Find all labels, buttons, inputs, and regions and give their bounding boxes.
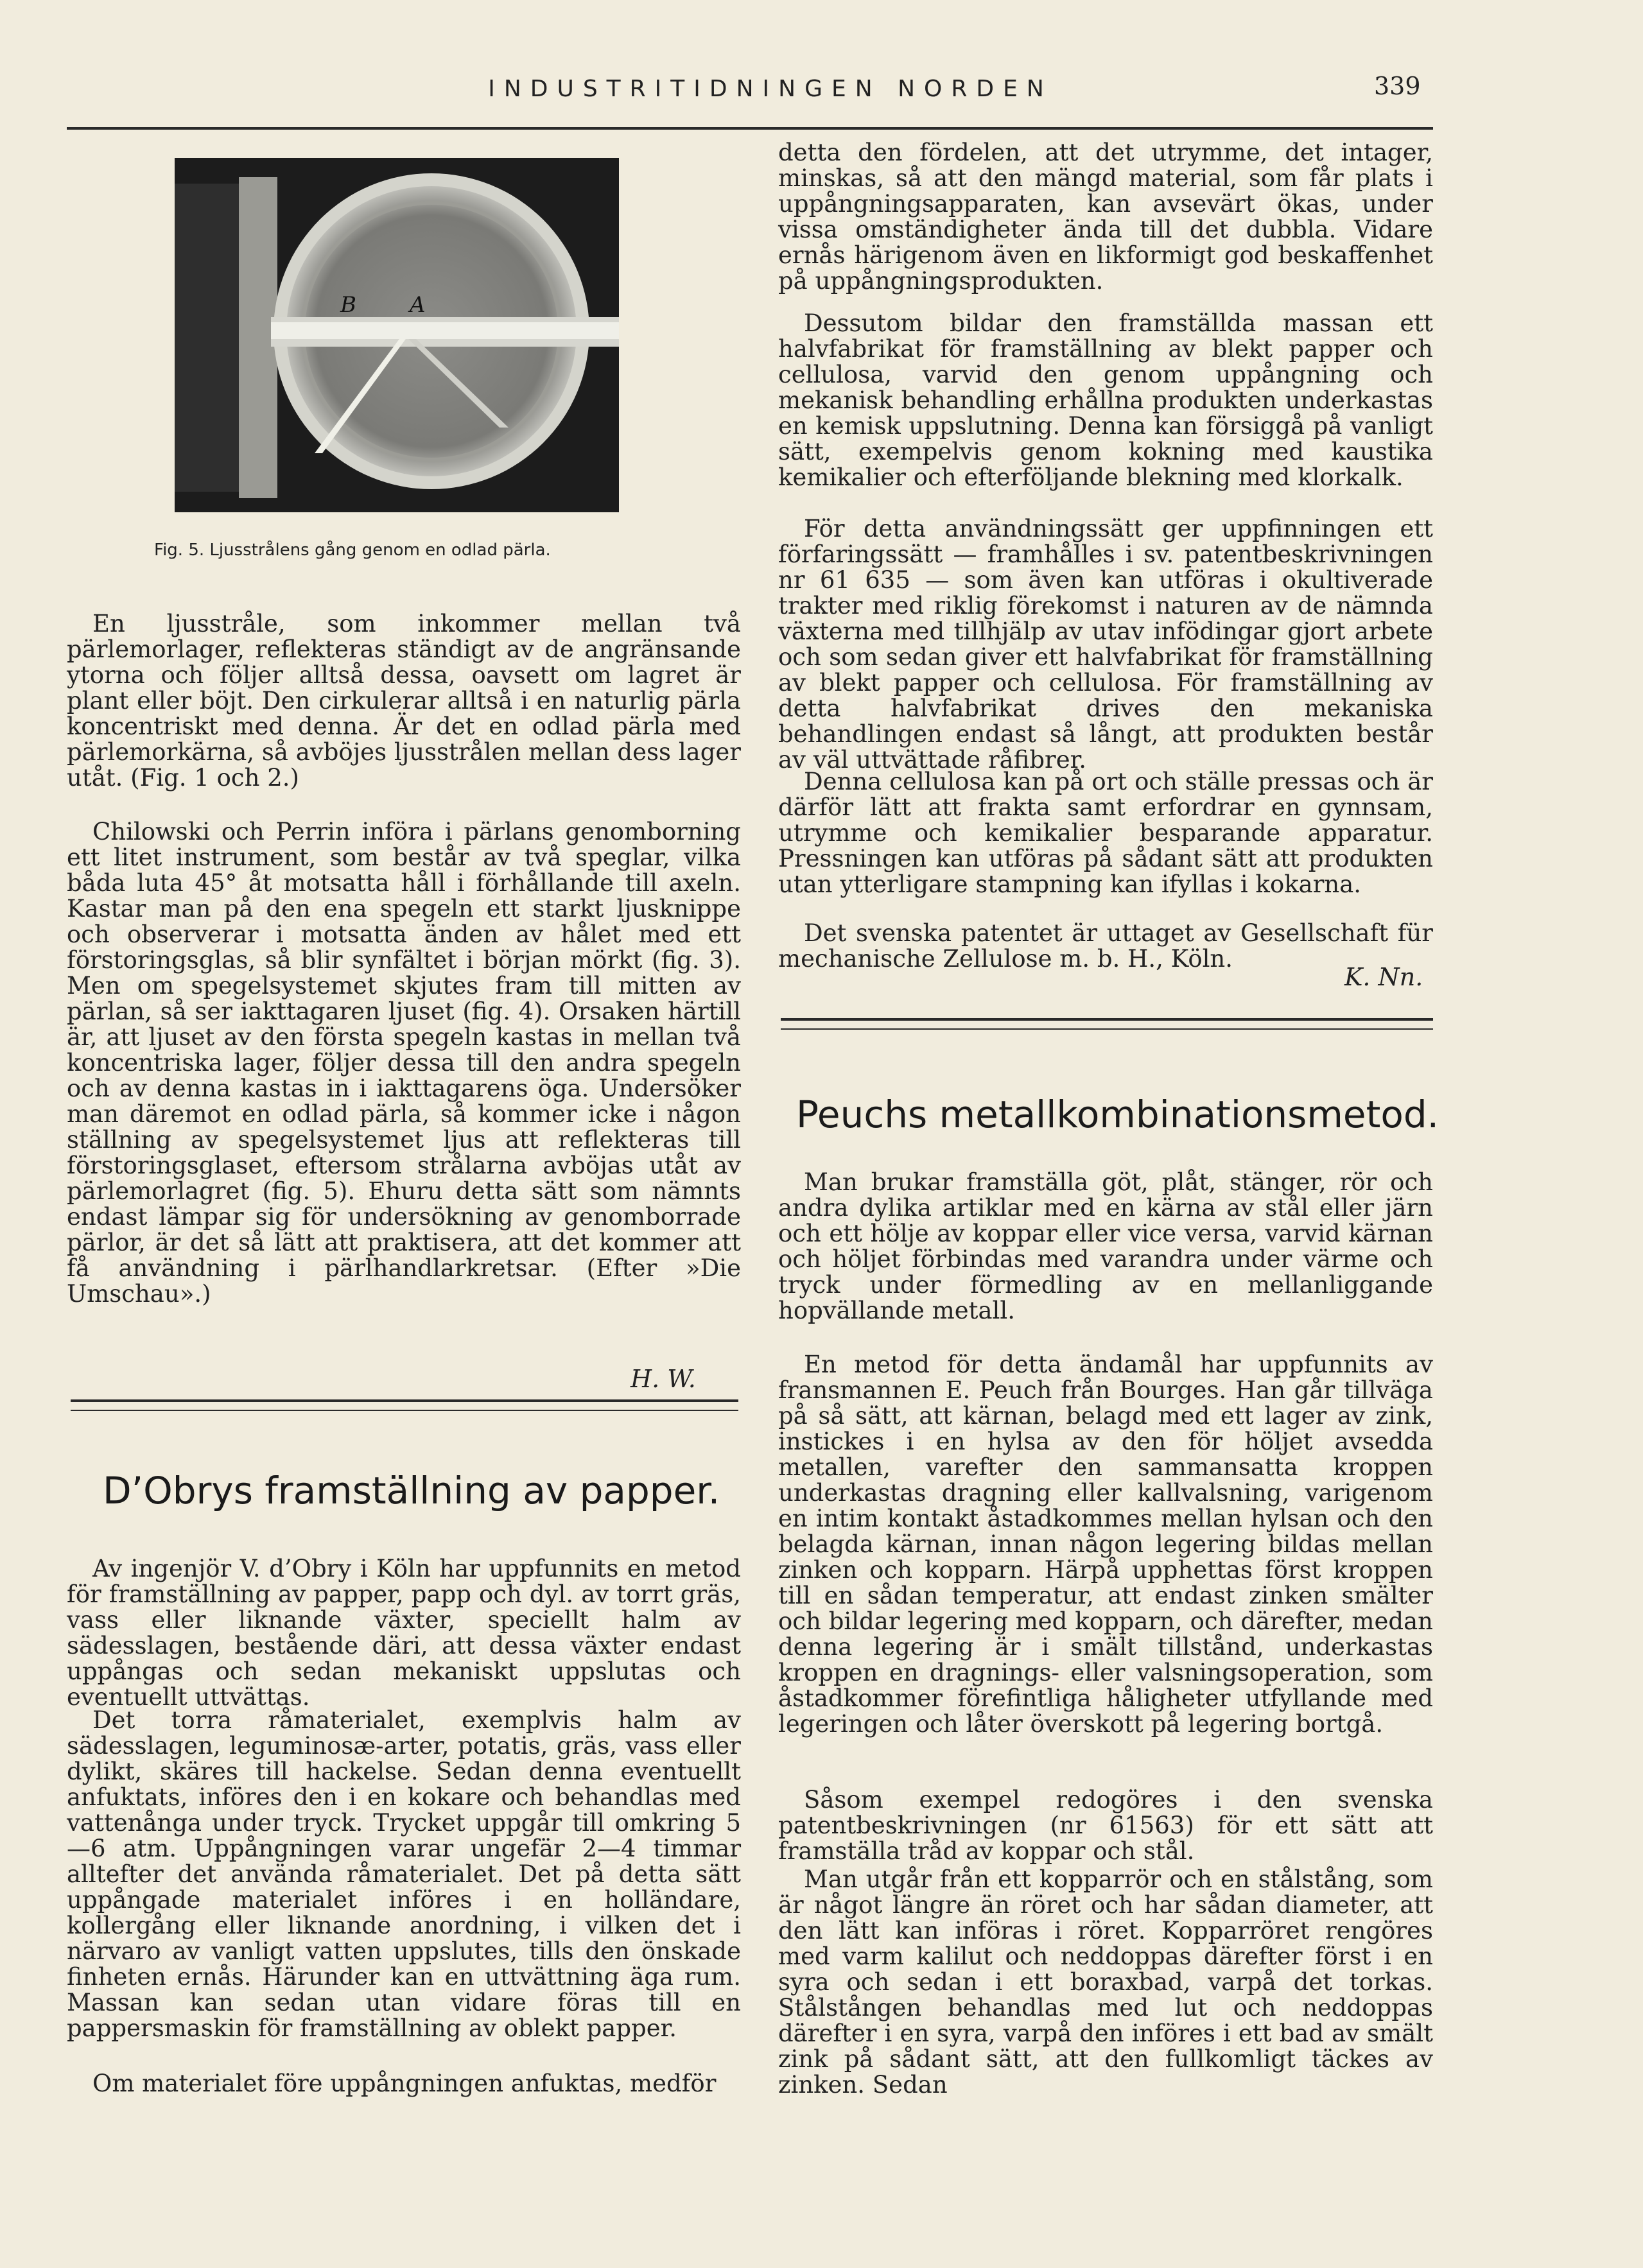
paper-continued-4: Denna cellulosa kan på ort och ställe pressas och är därför lätt att frakta samt erfordrar en gynnsam, utrymme och kemikalier besparande apparatur. Pressningen kan utföras på sådant sätt att produkten utan ytterligare stampning kan ifyllas i kokarna.	[778, 768, 1433, 898]
figure-pearl-photo	[175, 158, 619, 512]
header-rule	[67, 127, 1433, 130]
figure-caption: Fig. 5. Ljusstrålens gång genom en odlad pärla.	[154, 541, 551, 560]
paper-paragraph-1: Av ingenjör V. d’Obry i Köln har uppfunnits en metod för framställning av papper, papp och dyl. av torrt gräs, vass eller liknande växter, speciellt halm av sädesslagen, bestående däri, att dessa växter endast uppångas och sedan mekaniskt uppslutas och eventuellt uttvättas.	[67, 1555, 741, 1711]
article-title-dobry: D’Obrys framställning av papper.	[103, 1469, 720, 1512]
figure-label-a: A	[410, 292, 426, 318]
peuch-paragraph-2: En metod för detta ändamål har uppfunnits av fransmannen E. Peuch från Bourges. Han går tillväga på så sätt, att kärnan, belagd med ett lager av zink, instickes i en hylsa av den för höljet avsedda metallen, varefter den sammansatta kroppen underkastas dragning eller kallvalsning, varigenom en intim kontakt åstadkommes mellan hylsan och den belagda kärnan, innan någon legering bildas mellan zinken och kopparn. Härpå upphettas först kroppen till en sådan temperatur, att endast zinken smälter och bildar legering med kopparn, och därefter, medan denna legering är i smält tillstånd, underkastas kroppen en dragnings- eller valsningsoperation, som åstadkommer förefintliga håligheter utfyllande med legeringen och låter överskott på legering bortgå.	[778, 1351, 1433, 1738]
pearl-signature: H. W.	[630, 1365, 696, 1393]
paper-continued-2: Dessutom bildar den framställda massan ett halvfabrikat för framställning av blekt papper och cellulosa, varvid den genom uppångning och mekanisk behandling erhållna produkten underkastas en kemisk uppslutning. Denna kan försiggå på vanligt sätt, exempelvis genom kokning med kaustika kemikalier och efterföljande blekning med klorkalk.	[778, 309, 1433, 491]
article-title-peuch: Peuchs metallkombinationsmetod.	[796, 1093, 1439, 1136]
page-number: 339	[1374, 72, 1421, 100]
peuch-paragraph-1: Man brukar framställa göt, plåt, stänger, rör och andra dylika artiklar med en kärna av stål eller järn och ett hölje av koppar eller vice versa, varvid kärnan och höljet förbindas med varandra under värme och tryck under förmedling av en mellanliggande hopvällande metall.	[778, 1168, 1433, 1324]
pearl-paragraph-2: Chilowski och Perrin införa i pärlans genomborning ett litet instrument, som består av två speglar, vilka båda luta 45° åt motsatta håll i förhållande till axeln. Kastar man på den ena spegeln ett starkt ljusknippe och observerar i motsatta änden av hålet med ett förstoringsglas, så blir synfältet i början mörkt (fig. 3). Men om spegelsystemet skjutes fram till mitten av pärlan, så ser iakttagaren ljuset (fig. 4). Orsaken härtill är, att ljuset av den första spegeln kastas in mellan två koncentriska lager, följer dessa till den andra spegeln och av denna kastas in i iakttagarens öga. Undersöker man däremot en odlad pärla, så kommer icke i någon ställning av spegelsystemet ljus att reflekteras till förstoringsglaset, eftersom strålarna avböjas utåt av pärlemorlagret (fig. 5). Ehuru detta sätt som nämnts endast lämpar sig för undersökning av genomborrade pärlor, är det så lätt att praktisera, att det kommer att få användning i pärlhandlarkretsar. (Efter »Die Umschau».)	[67, 818, 741, 1308]
paper-continued-3: För detta användningssätt ger uppfinningen ett förfaringssätt — framhålles i sv. patentbeskrivningen nr 61 635 — som även kan utföras i okultiverade trakter med riklig förekomst i naturen av de nämnda växterna med tillhjälp av utav infödingar gjort arbete och som sedan giver ett halvfabrikat för framställning av blekt papper och cellulosa. För framställning av detta halvfabrikat drives den mekaniska behandlingen endast så långt, att produkten består av väl uttvättade råfibrer.	[778, 515, 1433, 774]
paper-paragraph-2: Det torra råmaterialet, exemplvis halm av sädesslagen, leguminosæ-arter, potatis, gräs, vass eller dylikt, skäres till hackelse. Sedan denna eventuellt anfuktats, införes den i en kokare och behandlas med vattenånga under tryck. Trycket uppgår till omkring 5—6 atm. Uppångningen varar ungefär 2—4 timmar alltefter det använda råmaterialet. Det på detta sätt uppångade materialet införes i en holländare, kollergång eller liknande anordning, i vilken det i närvaro av vanligt vatten uppslutes, tills den önskade finheten ernås. Härunder kan en uttvättning äga rum. Massan kan sedan utan vidare föras till en pappersmaskin för framställning av oblekt papper.	[67, 1706, 741, 2042]
paper-paragraph-3: Om materialet före uppångningen anfuktas, medför	[92, 2070, 717, 2097]
peuch-paragraph-3: Såsom exempel redogöres i den svenska patentbeskrivningen (nr 61563) för ett sätt att framställa tråd av koppar och stål.	[778, 1786, 1433, 1865]
section-rule-right	[781, 1018, 1433, 1030]
figure-label-b: B	[340, 292, 356, 318]
paper-continued-1: detta den fördelen, att det utrymme, det intager, minskas, så att den mängd material, som får plats i uppångningsapparaten, kan avsevärt ökas, under vissa omständigheter ända till det dubbla. Vidare ernås härigenom även en likformigt god beskaffenhet på uppångningsprodukten.	[778, 139, 1433, 295]
pearl-paragraph-1: En ljusstråle, som inkommer mellan två pärlemorlager, reflekteras ständigt av de angränsande ytorna och följer alltså dessa, oavsett om lagret är plant eller böjt. Den cirkulerar alltså i en naturlig pärla koncentriskt med denna. Är det en odlad pärla med pärlemorkärna, så avböjes ljusstrålen mellan dess lager utåt. (Fig. 1 och 2.)	[67, 610, 741, 792]
running-header: INDUSTRITIDNINGEN NORDEN	[488, 76, 1053, 102]
pearl-photo-illustration	[175, 158, 619, 512]
paper-signature: K. Nn.	[1344, 963, 1423, 991]
paper-continued-5: Det svenska patentet är uttaget av Gesellschaft für mechanische Zellulose m. b. H., Köln.	[778, 919, 1433, 973]
section-rule-left	[71, 1399, 738, 1411]
peuch-paragraph-4: Man utgår från ett kopparrör och en stålstång, som är något längre än röret och har sådan diameter, att den lätt kan införas i röret. Kopparröret rengöres med varm kalilut och neddoppas därefter först i en syra och sedan i ett boraxbad, varpå det torkas. Stålstången behandlas med lut och neddoppas därefter i en syra, varpå den införes i ett bad av smält zink på sådant sätt, att den fullkomligt täckes av zinken. Sedan	[778, 1865, 1433, 2099]
